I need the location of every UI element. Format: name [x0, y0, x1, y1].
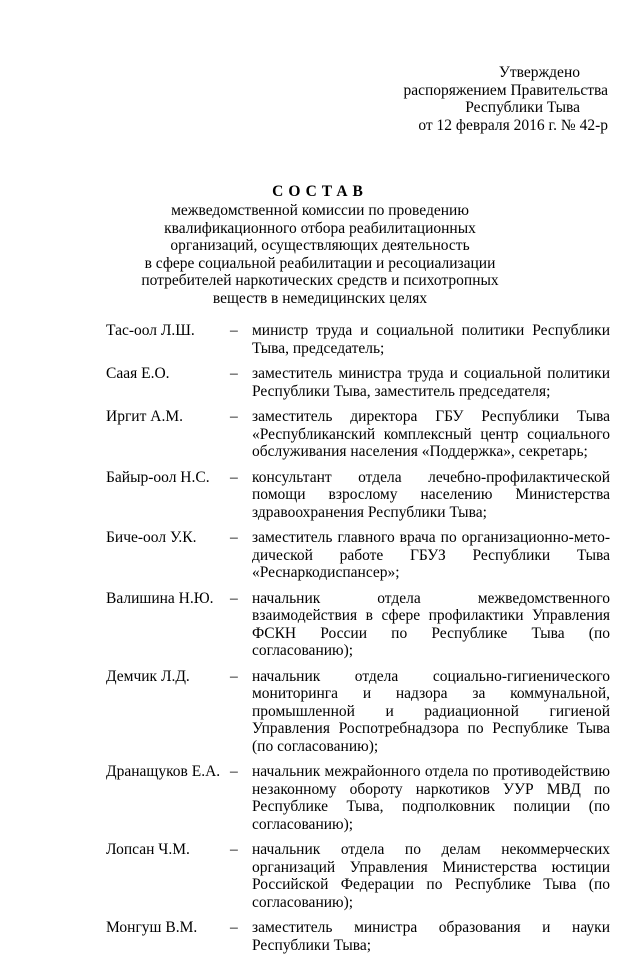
subtitle-line: потребителей наркотических средств и психотропных [141, 272, 499, 289]
member-role: заместитель директора ГБУ Республики Тыва «Республиканский комплексный центр социального обслуживания населения «Поддержка», секретарь; [252, 408, 610, 460]
member-row [106, 529, 610, 582]
subtitle-line: в сфере социальной реабилитации и ресоциализации [144, 254, 496, 272]
member-dash: – [230, 667, 238, 685]
member-role: заместитель министра образования и науки Республики Тыва; [252, 919, 610, 954]
member-role: начальник межрайонного отдела по противодействию незаконному обороту наркотиков УУР МВД по Республике Тыва, подполковник полиции (по согласованию); [252, 763, 610, 833]
member-role: министр труда и социальной политики Республики Тыва, председатель; [252, 322, 610, 357]
member-dash: – [230, 763, 238, 780]
member-role: начальник отдела по делам некоммерческих организаций Управления Министерства юстиции Российской Федерации по Республике Тыва (по согласованию); [252, 841, 610, 911]
member-dash: – [230, 468, 238, 486]
member-dash: – [230, 919, 238, 936]
member-name: Биче-оол У.К. [106, 529, 197, 546]
subtitle-line: квалификационного отбора реабилитационных [164, 219, 476, 237]
member-dash: – [230, 408, 238, 425]
approval-line: от 12 февраля 2016 г. № 42-р [418, 116, 608, 134]
member-dash: – [230, 322, 238, 339]
subtitle-line: межведомственной комиссии по проведению [171, 202, 469, 219]
member-name: Байыр-оол Н.С. [106, 468, 210, 486]
members-list [106, 322, 610, 962]
member-name: Тас-оол Л.Ш. [106, 322, 195, 339]
member-row [106, 408, 610, 461]
member-row [106, 469, 610, 522]
approval-line: Республики Тыва [465, 99, 580, 116]
member-row [106, 590, 610, 660]
member-dash: – [230, 841, 238, 858]
member-row [106, 841, 610, 911]
approval-block [360, 64, 608, 134]
member-role: заместитель главного врача по организационно-мето-дической работе ГБУЗ Республики Тыва «Реснаркодиспансер»; [252, 529, 610, 581]
member-role: начальник отдела межведомственного взаимодействия в сфере профилактики Управления ФСКН России по Республике Тыва (по согласованию); [252, 589, 610, 659]
member-name: Монгуш В.М. [106, 919, 198, 936]
member-name: Дранащуков Е.А. [106, 763, 221, 780]
approval-line: распоряжением Правительства [403, 81, 608, 99]
member-name: Иргит А.М. [106, 408, 183, 425]
member-name: Лопсан Ч.М. [106, 841, 190, 858]
approval-line: Утверждено [498, 64, 580, 81]
member-dash: – [230, 365, 238, 382]
document-title: СОСТАВ [272, 183, 368, 200]
member-row [106, 763, 610, 833]
member-dash: – [230, 529, 238, 546]
member-role: заместитель министра труда и социальной политики Республики Тыва, заместитель председателя; [252, 365, 610, 400]
subtitle-line: организаций, осуществляющих деятельность [170, 237, 470, 254]
member-row [106, 919, 610, 954]
member-dash: – [230, 589, 238, 607]
subtitle-line: веществ в немедицинских целях [212, 289, 428, 307]
member-name: Валишина Н.Ю. [106, 589, 214, 607]
document-subtitle [0, 202, 640, 307]
member-row [106, 322, 610, 357]
member-role: начальник отдела социально-гигиенического мониторинга и надзора за коммунальной, промышленной и радиационной гигиеной Управления Роспотребнадзора по Республике Тыва (по согласованию); [252, 667, 610, 755]
member-name: Демчик Л.Д. [106, 667, 190, 685]
member-row [106, 668, 610, 756]
member-role: консультант отдела лечебно-профилактической помощи взрослому населению Министерства здравоохранения Республики Тыва; [252, 468, 610, 521]
member-name: Саая Е.О. [106, 365, 170, 382]
member-row [106, 365, 610, 400]
